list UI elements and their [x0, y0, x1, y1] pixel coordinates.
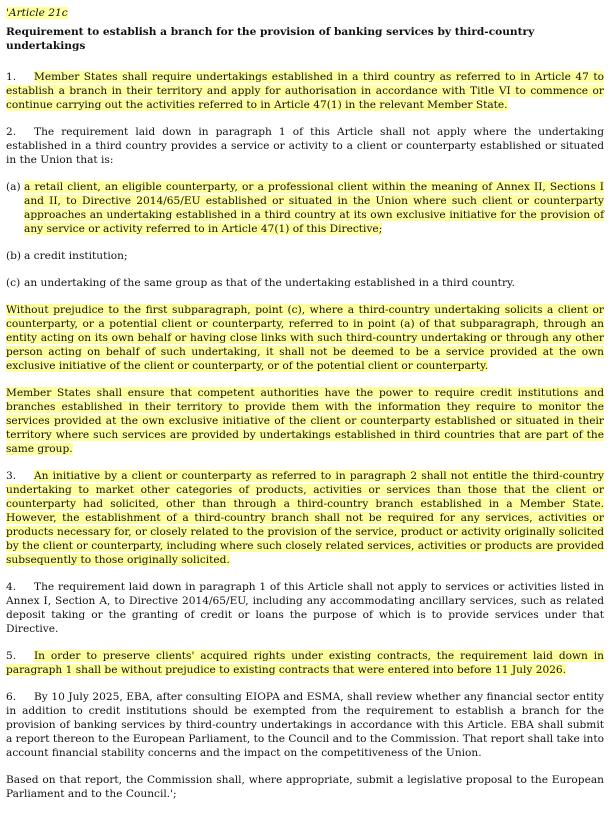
paragraph-6-subparagraph-1: Based on that report, the Commission shall, where appropriate, submit a legislative proposal to the European Parliament and to the Council.';: [6, 774, 604, 800]
paragraph-1: [6, 70, 604, 112]
paragraph-number: 3.: [6, 470, 17, 482]
paragraph-2-subparagraph-2: Member States shall ensure that competent authorities have the power to require credit institutions and branches established in their territory to provide them with the information they require to monitor the services provided at the own exclusive initiative of the client or counterparty established or situated in their territory where such services are provided by undertakings established in third countries that are part of the same group.: [6, 387, 604, 455]
paragraph-text: The requirement laid down in paragraph 1 of this Article shall not apply where the undertaking established in a third country provides a service or activity to a client or counterparty established or situated in the Union that is:: [6, 126, 604, 166]
paragraph-number: 2.: [6, 126, 17, 138]
paragraph-number: 6.: [6, 691, 17, 703]
list-item-b: [6, 249, 604, 263]
paragraph-6: [6, 690, 604, 760]
list-item-text: a retail client, an eligible counterparty, or a professional client within the meaning of Annex II, Sections I and II, to Directive 2014/65/EU established or situated in the Union where such client or counterparty approaches an undertaking established in a third country at its own exclusive initiative for the provision of any service or activity referred to in Article 47(1) of this Directive;: [24, 181, 604, 235]
list-item-label: (c): [6, 277, 21, 289]
paragraph-text: By 10 July 2025, EBA, after consulting EIOPA and ESMA, shall review whether any financial sector entity in addition to credit institutions should be exempted from the requirement to establish a branch for the provision of banking services by third-country undertakings in accordance with this Article. EBA shall submit a report thereon to the European Parliament, to the Council and to the Commission. That report shall take into account financial stability concerns and the impact on the competitiveness of the Union.: [6, 691, 604, 759]
paragraph-text: An initiative by a client or counterparty as referred to in paragraph 2 shall not entitle the third-country undertaking to market other categories of products, activities or services than those that the client or counterparty had solicited, other than through a third-country branch established in a Member State. However, the establishment of a third-country branch shall not be required for any services, activities or products necessary for, or closely related to the provision of the service, product or activity originally solicited by the client or counterparty, including where such closely related services, activities or products are provided subsequently to those originally solicited.: [6, 470, 604, 566]
paragraph-5: [6, 649, 604, 677]
paragraph-text: In order to preserve clients' acquired rights under existing contracts, the requirement laid down in paragraph 1 shall be without prejudice to existing contracts that were entered into before 11 July 2026.: [6, 650, 604, 676]
paragraph-text: Member States shall require undertakings established in a third country as referred to in Article 47 to establish a branch in their territory and apply for authorisation in accordance with Title VI to commence or continue carrying out the activities referred to in Article 47(1) in the relevant Member State.: [6, 71, 604, 111]
list-item-text: a credit institution;: [24, 250, 128, 262]
document-body: [6, 6, 604, 814]
list-item-label: (b): [6, 250, 22, 262]
paragraph-2: [6, 125, 604, 167]
paragraph-number: 4.: [6, 581, 17, 593]
paragraph-3: [6, 469, 604, 567]
list-item-label: (a): [6, 181, 21, 193]
article-number: 'Article 21c: [6, 7, 68, 19]
list-item-c: [6, 276, 604, 290]
paragraph-number: 1.: [6, 71, 17, 83]
paragraph-number: 5.: [6, 650, 17, 662]
paragraph-text: The requirement laid down in paragraph 1 of this Article shall not apply to services or activities listed in Annex I, Section A, to Directive 2014/65/EU, including any accommodating ancillary services, such as related deposit taking or the granting of credit or loans the purpose of which is to provide services under that Directive.: [6, 581, 604, 635]
paragraph-4: [6, 580, 604, 636]
paragraph-2-subparagraph-1: Without prejudice to the first subparagraph, point (c), where a third-country undertaking solicits a client or counterparty, or a potential client or counterparty, referred to in point (a) of that subparagraph, through an entity acting on its own behalf or having close links with such third-country undertaking or through any other person acting on behalf of such undertaking, it shall not be deemed to be a service provided at the own exclusive initiative of the client or counterparty, or of the potential client or counterparty.: [6, 304, 604, 372]
article-title: Requirement to establish a branch for the provision of banking services by third-country undertakings: [6, 26, 535, 52]
list-item-text: an undertaking of the same group as that of the undertaking established in a third country.: [24, 277, 515, 289]
list-item-a: [6, 180, 604, 236]
